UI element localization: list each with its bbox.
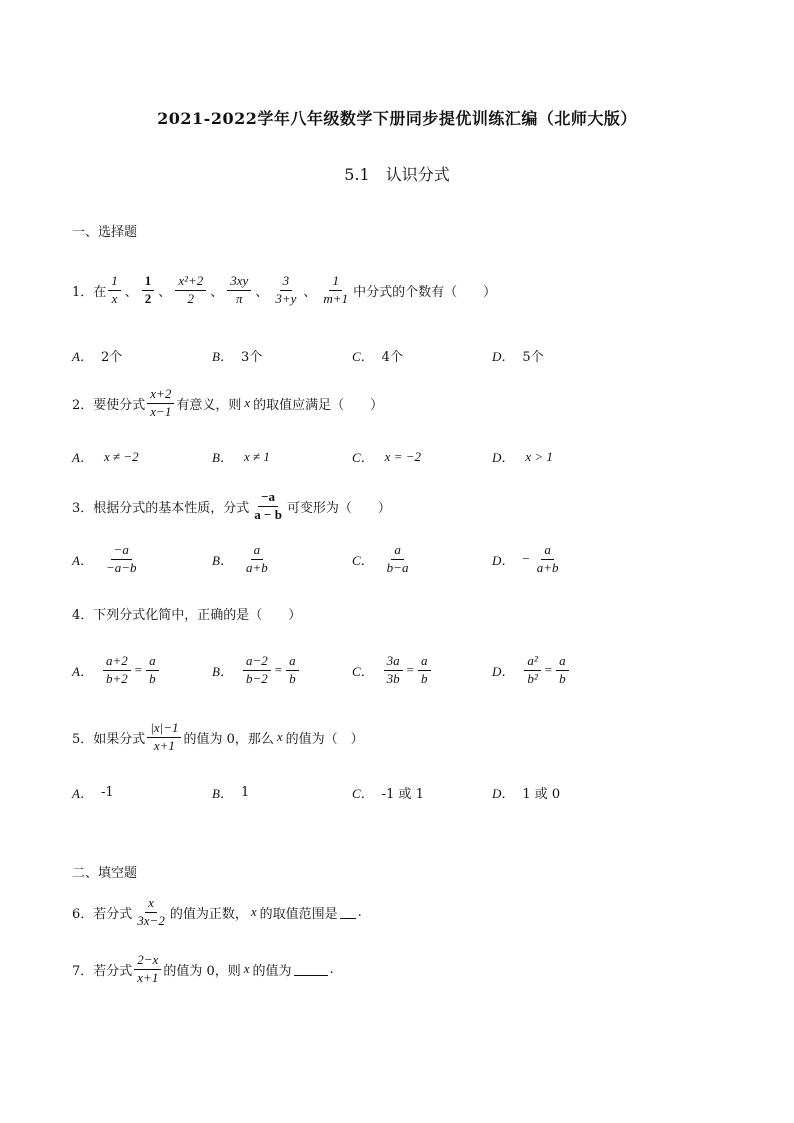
question-2-options (72, 447, 732, 466)
option-d: D． $\frac{\text{a²}}{\text{b²}}$ = $\frac{a}{b}$ (492, 654, 632, 687)
option-c: C． 4个 (352, 349, 403, 365)
question-1-options (72, 346, 732, 365)
question-6-suffix: 的取值范围是 (259, 906, 338, 922)
fraction-x2-plus-2-over-2: $\frac{\text{x²+2}}{2}$ (175, 274, 206, 307)
option-a-fraction: $\frac{-a}{-a-b}$ (105, 542, 137, 575)
question-7-mid: 的值为 0，则 (163, 963, 241, 979)
question-4-options (72, 654, 732, 687)
option-c: C． $\frac{a}{b-a}$ (352, 543, 492, 576)
variable-x: x (276, 729, 283, 745)
answer-blank[interactable] (340, 906, 356, 919)
question-2-suffix: 的取值应满足（ ） (253, 397, 384, 413)
option-d: D． 1 或 0 (492, 786, 561, 802)
question-3 (72, 490, 391, 523)
question-7: 7．若分式 $\frac{2-x}{x+1}$ 的值为 0，则 x 的值为 . (72, 952, 334, 985)
option-b: B． $\frac{a}{a+b}$ (212, 543, 352, 576)
option-d: D． 5个 (492, 349, 544, 365)
fraction-2-minus-x-over-x-plus-1: $\frac{2-x}{x+1}$ (134, 953, 161, 986)
question-5-options (72, 783, 732, 802)
option-b: B． 3个 (212, 349, 263, 365)
variable-x: x (250, 904, 257, 920)
option-a-right: $\frac{a}{b}$ (146, 654, 159, 687)
document-subtitle: 5.1 认识分式 (344, 165, 450, 184)
option-b-fraction: $\frac{a}{a+b}$ (245, 542, 268, 575)
option-a: A． $\frac{a+2}{b+2}$ = $\frac{a}{b}$ (72, 654, 212, 687)
question-7-prefix: 7．若分式 (72, 963, 133, 979)
fraction-x-plus-2-over-x-minus-1: $\frac{x+2}{x-1}$ (147, 387, 174, 420)
section-heading-fill: 二、填空题 (72, 866, 138, 881)
option-b-left: $\frac{a-2}{b-2}$ (243, 654, 271, 687)
question-2 (72, 387, 383, 420)
option-d: D． − $\frac{a}{a+b}$ (492, 543, 632, 576)
fraction-1-over-2: $\frac{1}{2}$ (142, 274, 155, 307)
question-3-prefix: 3．根据分式的基本性质，分式 (72, 500, 250, 516)
option-c-fraction: $\frac{a}{b-a}$ (386, 542, 409, 575)
option-a-left: $\frac{a+2}{b+2}$ (103, 654, 131, 687)
fraction-3xy-over-pi: $\frac{3xy}{\pi}$ (227, 274, 251, 307)
option-a: A． $\frac{-a}{-a-b}$ (72, 543, 212, 576)
option-d-fraction: $\frac{a}{a+b}$ (536, 542, 559, 575)
fraction-x-over-3x-minus-2: $\frac{x}{3x-2}$ (137, 895, 165, 928)
option-c: C． $\frac{3a}{3b}$ = $\frac{a}{b}$ (352, 654, 492, 687)
question-1-suffix: 中分式的个数有（ ） (353, 284, 497, 300)
option-b-right: $\frac{a}{b}$ (286, 654, 299, 687)
question-5-mid: 的值为 0，那么 (183, 731, 274, 747)
option-d-right: $\frac{a}{b}$ (556, 654, 569, 687)
question-5 (72, 721, 364, 754)
option-a: A． 2个 (72, 349, 123, 365)
question-2-mid: 有意义，则 (176, 397, 242, 413)
question-2-prefix: 2．要使分式 (72, 397, 146, 413)
question-1: 1．在 $\frac{1}{x}$ 、 $\frac{1}{2}$ 、 $\frac{\text{x²+2}}{2}$ 、 $\frac{3xy}{\pi}$ 、 $\frac{3}{3+y}$ 、 $\frac{1}{m+1}$ 中分式的个数有（ ） (72, 273, 497, 306)
fraction-1-over-x: $\frac{1}{x}$ (108, 274, 121, 307)
question-5-prefix: 5．如果分式 (72, 731, 146, 747)
question-7-suffix: 的值为 (252, 963, 292, 979)
option-b: B． x ≠ 1 (212, 448, 270, 465)
option-b: B． $\frac{a-2}{b-2}$ = $\frac{a}{b}$ (212, 654, 352, 687)
question-4: 4．下列分式化简中，正确的是（ ） (72, 608, 302, 623)
variable-x: x (244, 395, 251, 411)
option-c-right: $\frac{a}{b}$ (418, 654, 431, 687)
option-d: D． x > 1 (492, 448, 553, 465)
question-5-suffix: 的值为（ ） (285, 731, 364, 747)
option-a: A． -1 (72, 785, 114, 801)
option-c: C． x = −2 (352, 448, 421, 465)
fraction-1-over-m-plus-1: $\frac{1}{m+1}$ (323, 273, 349, 306)
question-6-prefix: 6．若分式 (72, 906, 133, 922)
fraction-abs-x-minus-1-over-x-plus-1: $\frac{|x|-1}{x+1}$ (147, 721, 181, 754)
variable-x: x (243, 961, 250, 977)
option-b: B． 1 (212, 785, 250, 801)
fraction-3-over-3-plus-y: $\frac{3}{3+y}$ (275, 273, 297, 306)
document-title: 2021-2022学年八年级数学下册同步提优训练汇编（北师大版） (157, 109, 637, 128)
section-heading-choice: 一、选择题 (72, 225, 138, 240)
option-c: C． -1 或 1 (352, 786, 424, 802)
option-d-left: $\frac{\text{a²}}{\text{b²}}$ (524, 654, 540, 687)
question-6: 6．若分式 $\frac{x}{3x-2}$ 的值为正数， x 的取值范围是 . (72, 895, 362, 928)
question-1-prefix: 1．在 (72, 284, 107, 300)
option-a: A． x ≠ −2 (72, 448, 139, 465)
question-6-mid: 的值为正数， (169, 906, 248, 922)
option-c-left: $\frac{3a}{3b}$ (384, 654, 403, 687)
question-3-suffix: 可变形为（ ） (286, 500, 391, 516)
answer-blank[interactable] (294, 963, 328, 976)
question-3-options (72, 543, 732, 576)
fraction-neg-a-over-a-minus-b: $\frac{-a}{a - b}$ (254, 489, 282, 522)
